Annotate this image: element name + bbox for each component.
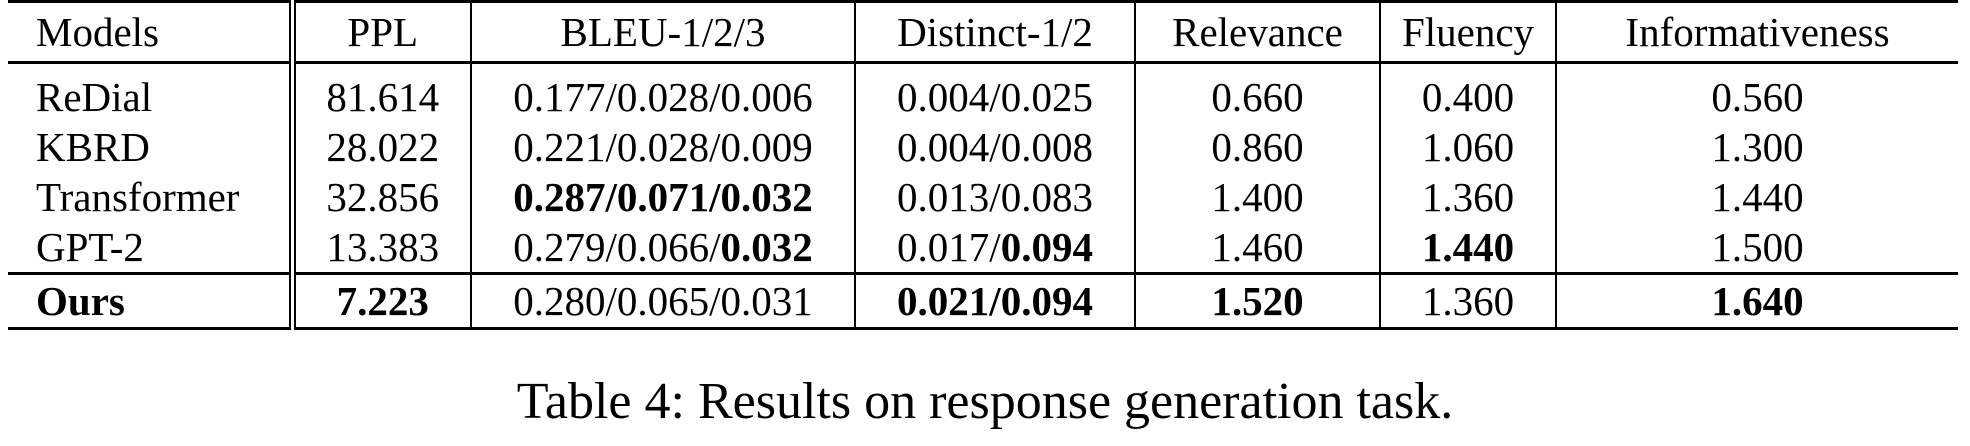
model-name: ReDial (8, 72, 292, 122)
relevance-cell: 1.520 (1135, 274, 1380, 329)
relevance-cell: 1.400 (1135, 172, 1380, 222)
table-row (8, 122, 1958, 172)
ppl-cell: 13.383 (292, 222, 471, 274)
model-name: Ours (8, 274, 292, 329)
fluency-cell: 0.400 (1380, 72, 1556, 122)
ppl-cell: 32.856 (292, 172, 471, 222)
ppl-cell: 7.223 (292, 274, 471, 329)
informativeness-cell: 1.500 (1556, 222, 1958, 274)
fluency-cell: 1.060 (1380, 122, 1556, 172)
model-name: Transformer (8, 172, 292, 222)
header-relevance: Relevance (1135, 2, 1380, 63)
ppl-cell: 28.022 (292, 122, 471, 172)
table-row (8, 222, 1958, 274)
ppl-cell: 81.614 (292, 72, 471, 122)
informativeness-cell: 0.560 (1556, 72, 1958, 122)
header-informativeness: Informativeness (1556, 2, 1958, 63)
results-table-container (8, 0, 1958, 330)
header-fluency: Fluency (1380, 2, 1556, 63)
distinct-cell: 0.021/0.094 (855, 274, 1135, 329)
header-ppl: PPL (292, 2, 471, 63)
header-spacer (8, 63, 1958, 73)
table-row (8, 72, 1958, 122)
informativeness-cell: 1.300 (1556, 122, 1958, 172)
bleu-cell: 0.177/0.028/0.006 (471, 72, 855, 122)
bleu-cell: 0.279/0.066/0.032 (471, 222, 855, 274)
results-table (8, 0, 1958, 330)
informativeness-cell: 1.440 (1556, 172, 1958, 222)
header-models: Models (8, 2, 292, 63)
bleu-cell: 0.287/0.071/0.032 (471, 172, 855, 222)
model-name: KBRD (8, 122, 292, 172)
informativeness-cell: 1.640 (1556, 274, 1958, 329)
model-name: GPT-2 (8, 222, 292, 274)
bleu-cell: 0.280/0.065/0.031 (471, 274, 855, 329)
relevance-cell: 0.860 (1135, 122, 1380, 172)
header-distinct: Distinct-1/2 (855, 2, 1135, 63)
bleu-cell: 0.221/0.028/0.009 (471, 122, 855, 172)
table-header-row (8, 2, 1958, 63)
relevance-cell: 1.460 (1135, 222, 1380, 274)
table-row-ours (8, 274, 1958, 329)
distinct-cell: 0.013/0.083 (855, 172, 1135, 222)
distinct-cell: 0.017/0.094 (855, 222, 1135, 274)
table-row (8, 172, 1958, 222)
fluency-cell: 1.440 (1380, 222, 1556, 274)
table-caption: Table 4: Results on response generation task. (516, 373, 1454, 430)
relevance-cell: 0.660 (1135, 72, 1380, 122)
distinct-cell: 0.004/0.025 (855, 72, 1135, 122)
distinct-cell: 0.004/0.008 (855, 122, 1135, 172)
fluency-cell: 1.360 (1380, 274, 1556, 329)
fluency-cell: 1.360 (1380, 172, 1556, 222)
header-bleu: BLEU-1/2/3 (471, 2, 855, 63)
